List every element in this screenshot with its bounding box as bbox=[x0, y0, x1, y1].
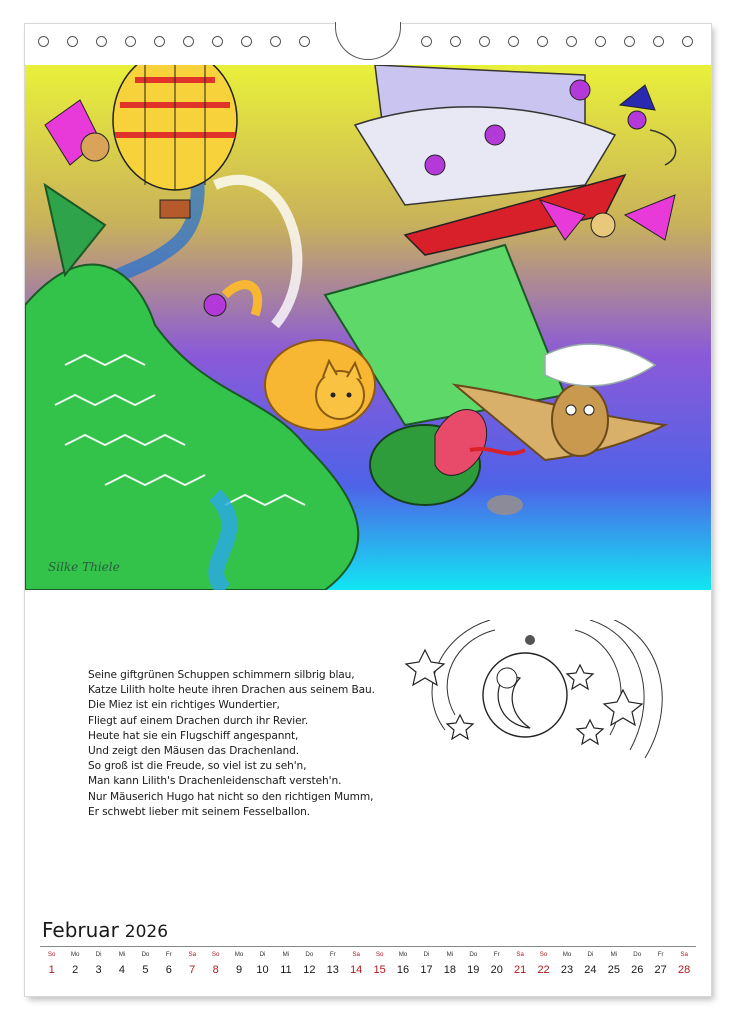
calendar-day bbox=[672, 948, 695, 978]
weekday-label: Di bbox=[423, 951, 430, 958]
binding-hole bbox=[96, 36, 107, 47]
calendar-day bbox=[438, 948, 461, 978]
weekday-label: Fr bbox=[493, 951, 500, 958]
day-number: 24 bbox=[584, 964, 597, 976]
calendar-day bbox=[40, 948, 63, 978]
day-number: 25 bbox=[607, 964, 620, 976]
calendar-day bbox=[532, 948, 555, 978]
day-number: 27 bbox=[654, 964, 667, 976]
cat-eye bbox=[331, 393, 336, 398]
poem-line: Und zeigt den Mäusen das Drachenland. bbox=[88, 745, 300, 758]
calendar-day bbox=[485, 948, 508, 978]
day-number: 26 bbox=[631, 964, 644, 976]
weekday-label: Di bbox=[95, 951, 102, 958]
day-number: 8 bbox=[212, 964, 219, 976]
day-number: 1 bbox=[48, 964, 55, 976]
calendar-day bbox=[298, 948, 321, 978]
binding-hole bbox=[450, 36, 461, 47]
poem bbox=[88, 668, 398, 820]
day-number: 13 bbox=[326, 964, 339, 976]
calendar-day bbox=[181, 948, 204, 978]
day-number: 17 bbox=[420, 964, 433, 976]
day-number: 14 bbox=[350, 964, 363, 976]
poem-line: Katze Lilith holte heute ihren Drachen aus seinem Bau. bbox=[88, 684, 375, 697]
calendar-day bbox=[321, 948, 344, 978]
calendar-day bbox=[344, 948, 367, 978]
owl-eye bbox=[584, 405, 594, 415]
mouse bbox=[204, 294, 226, 316]
weekday-label: Di bbox=[259, 951, 266, 958]
calendar-day bbox=[579, 948, 602, 978]
weekday-label: Do bbox=[633, 951, 642, 958]
mouse bbox=[570, 80, 590, 100]
poem-line: Die Miez ist ein richtiges Wundertier, bbox=[88, 699, 280, 712]
artist-signature: Silke Thiele bbox=[48, 560, 120, 574]
weekday-label: Mi bbox=[282, 951, 290, 958]
calendar-day bbox=[227, 948, 250, 978]
calendar-day bbox=[274, 948, 297, 978]
day-number: 19 bbox=[467, 964, 480, 976]
poem-line: Seine giftgrünen Schuppen schimmern silbrig blau, bbox=[88, 669, 355, 681]
day-number: 16 bbox=[396, 964, 410, 976]
calendar-day bbox=[251, 948, 274, 978]
poem-line: Man kann Lilith's Drachenleidenschaft versteh'n. bbox=[88, 775, 342, 788]
sketch-svg bbox=[395, 620, 675, 760]
day-number: 21 bbox=[514, 964, 527, 976]
day-number: 22 bbox=[537, 964, 550, 976]
day-number: 20 bbox=[490, 964, 503, 976]
day-number: 15 bbox=[373, 964, 386, 976]
day-number: 18 bbox=[443, 964, 456, 976]
weekday-label: Mi bbox=[118, 951, 126, 958]
calendar-strip bbox=[40, 948, 696, 978]
poem-line: So groß ist die Freude, so viel ist zu seh'n, bbox=[88, 760, 307, 773]
weekday-label: Fr bbox=[657, 951, 664, 958]
weekday-label: Mo bbox=[562, 951, 572, 958]
calendar-day bbox=[157, 948, 180, 978]
owl-eye bbox=[566, 405, 576, 415]
weekday-label: Di bbox=[587, 951, 594, 958]
binding-hole bbox=[183, 36, 194, 47]
binding-hole bbox=[653, 36, 664, 47]
calendar-day bbox=[391, 948, 414, 978]
calendar-day bbox=[110, 948, 133, 978]
mouse bbox=[425, 155, 445, 175]
dragon-illustration bbox=[25, 65, 711, 590]
balloon-basket bbox=[160, 200, 190, 218]
calendar-day bbox=[649, 948, 672, 978]
binding-hole bbox=[682, 36, 693, 47]
binding-hole bbox=[67, 36, 78, 47]
binding-hole bbox=[508, 36, 519, 47]
hanger-cutout bbox=[335, 22, 401, 60]
smoke-cloud bbox=[487, 495, 523, 515]
binding-hole bbox=[299, 36, 310, 47]
calendar-day bbox=[602, 948, 625, 978]
weekday-label: Fr bbox=[165, 951, 172, 958]
binding-hole bbox=[270, 36, 281, 47]
day-number: 9 bbox=[236, 964, 243, 976]
cat-eye bbox=[347, 393, 352, 398]
weekday-label: So bbox=[539, 951, 548, 958]
weekday-label: Sa bbox=[516, 951, 524, 958]
weekday-label: Mo bbox=[234, 951, 244, 958]
poem-line: Heute hat sie ein Flugschiff angespannt, bbox=[88, 729, 299, 742]
bat-body bbox=[81, 133, 109, 161]
weekday-label: So bbox=[47, 951, 56, 958]
day-number: 11 bbox=[280, 964, 292, 976]
day-number: 7 bbox=[189, 964, 196, 976]
calendar-day bbox=[368, 948, 391, 978]
calendar-day bbox=[63, 948, 86, 978]
day-number: 4 bbox=[118, 964, 126, 976]
poem-line: Fliegt auf einem Drachen durch ihr Revier. bbox=[88, 714, 309, 727]
year: 2026 bbox=[124, 922, 169, 942]
binding-hole bbox=[624, 36, 635, 47]
day-number: 5 bbox=[142, 964, 149, 976]
weekday-label: So bbox=[375, 951, 384, 958]
calendar-day bbox=[87, 948, 110, 978]
bat-body bbox=[591, 213, 615, 237]
day-number: 3 bbox=[95, 964, 102, 976]
calendar-day bbox=[462, 948, 485, 978]
binding-holes bbox=[0, 0, 735, 60]
weekday-label: Do bbox=[469, 951, 478, 958]
weekday-label: Sa bbox=[188, 951, 197, 958]
day-number: 6 bbox=[165, 964, 172, 976]
weekday-label: Sa bbox=[680, 951, 688, 958]
day-number: 23 bbox=[560, 964, 574, 976]
weekday-label: Mi bbox=[446, 951, 454, 958]
binding-hole bbox=[212, 36, 223, 47]
day-number: 2 bbox=[72, 964, 79, 976]
month-name: Februar bbox=[42, 918, 119, 942]
weekday-label: Fr bbox=[329, 951, 336, 958]
calendar-day bbox=[134, 948, 157, 978]
moon-stars-sketch bbox=[395, 620, 675, 760]
binding-hole bbox=[479, 36, 490, 47]
binding-hole bbox=[125, 36, 136, 47]
binding-hole bbox=[566, 36, 577, 47]
calendar-day bbox=[555, 948, 578, 978]
calendar-day bbox=[508, 948, 531, 978]
owl-body bbox=[552, 384, 608, 456]
weekday-label: Do bbox=[141, 951, 150, 958]
weekday-label: So bbox=[211, 951, 220, 958]
day-number: 10 bbox=[256, 964, 269, 976]
weekday-label: Mo bbox=[398, 951, 408, 958]
month-heading bbox=[42, 918, 174, 942]
day-number: 28 bbox=[677, 964, 691, 976]
binding-hole bbox=[421, 36, 432, 47]
calendar-day bbox=[204, 948, 227, 978]
weekday-label: Mi bbox=[610, 951, 618, 958]
mouse bbox=[628, 111, 646, 129]
binding-hole bbox=[154, 36, 165, 47]
day-number: 12 bbox=[303, 964, 316, 976]
poem-line: Nur Mäuserich Hugo hat nicht so den richtigen Mumm, bbox=[88, 790, 374, 803]
mouse bbox=[485, 125, 505, 145]
binding-hole bbox=[595, 36, 606, 47]
weekday-label: Sa bbox=[352, 951, 360, 958]
weekday-label: Mo bbox=[70, 951, 80, 958]
binding-hole bbox=[38, 36, 49, 47]
binding-hole bbox=[241, 36, 252, 47]
moon-cap bbox=[497, 668, 517, 688]
small-sun bbox=[525, 635, 535, 645]
illustration-svg bbox=[25, 65, 711, 590]
weekday-label: Do bbox=[305, 951, 314, 958]
calendar-divider bbox=[40, 946, 696, 947]
calendar-day bbox=[415, 948, 438, 978]
poem-line: Er schwebt lieber mit seinem Fesselballon. bbox=[88, 805, 310, 818]
binding-hole bbox=[537, 36, 548, 47]
calendar-day bbox=[626, 948, 649, 978]
